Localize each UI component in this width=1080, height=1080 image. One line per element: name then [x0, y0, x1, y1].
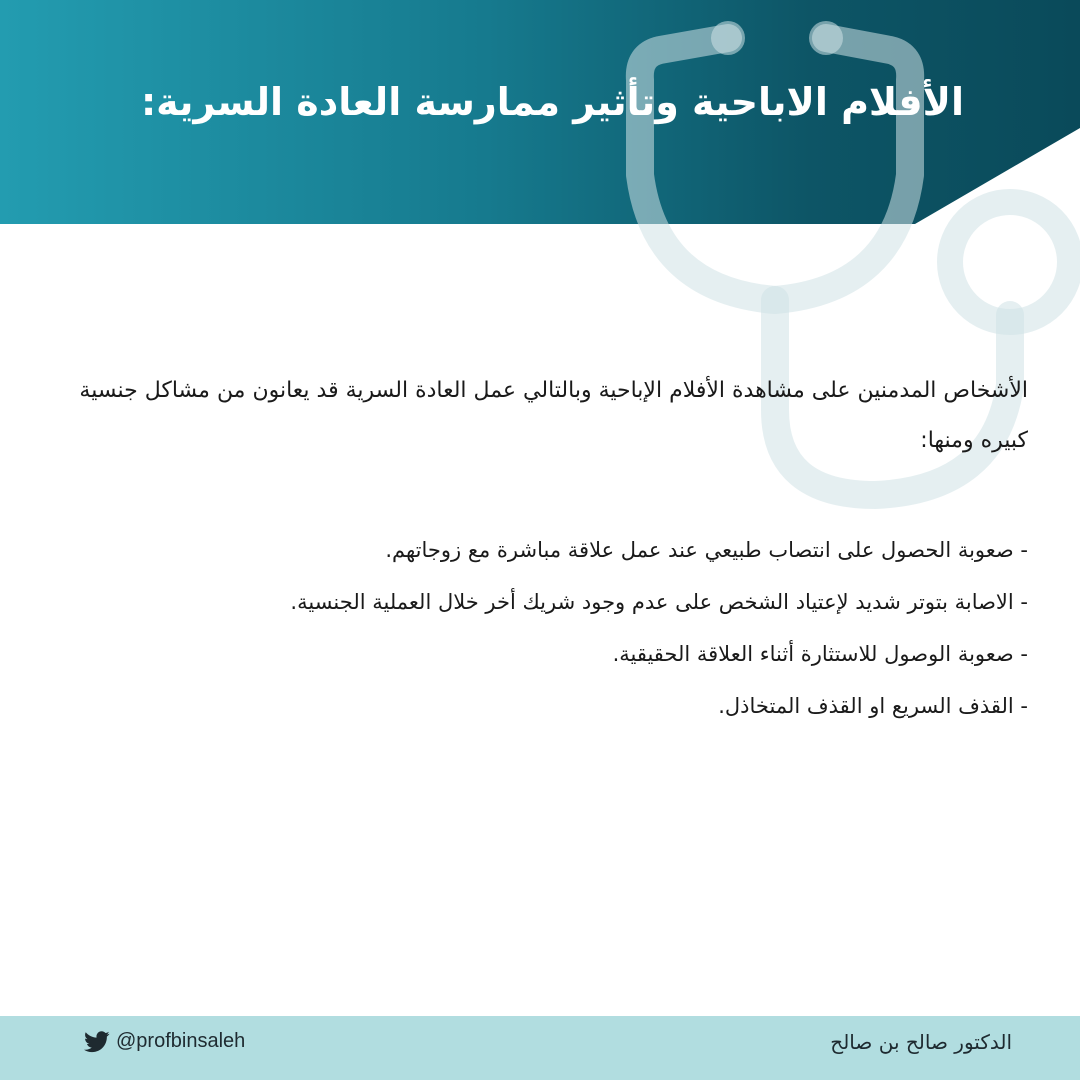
footer-bar: [0, 1016, 1080, 1080]
footer-social[interactable]: [84, 1030, 245, 1053]
intro-paragraph: الأشخاص المدمنين على مشاهدة الأفلام الإباحية وبالتالي عمل العادة السرية قد يعانون من مشاكل جنسية كبيره ومنها:: [79, 378, 1028, 453]
list-item: - صعوبة الوصول للاستثارة أثناء العلاقة الحقيقية.: [612, 642, 1028, 666]
list-item: - القذف السريع او القذف المتخاذل.: [718, 694, 1028, 718]
page-title: الأفلام الاباحية وتأثير ممارسة العادة السرية:: [140, 80, 964, 124]
twitter-icon: [84, 1031, 110, 1053]
bullet-list: [38, 524, 1028, 732]
list-item: - صعوبة الحصول على انتصاب طبيعي عند عمل علاقة مباشرة مع زوجاتهم.: [385, 538, 1028, 562]
list-item: - الاصابة بتوتر شديد لإعتياد الشخص على عدم وجود شريك أخر خلال العملية الجنسية.: [290, 590, 1028, 614]
twitter-handle[interactable]: @profbinsaleh: [116, 1030, 246, 1052]
content-body: [38, 366, 1028, 732]
footer-author: الدكتور صالح بن صالح: [830, 1030, 1012, 1054]
